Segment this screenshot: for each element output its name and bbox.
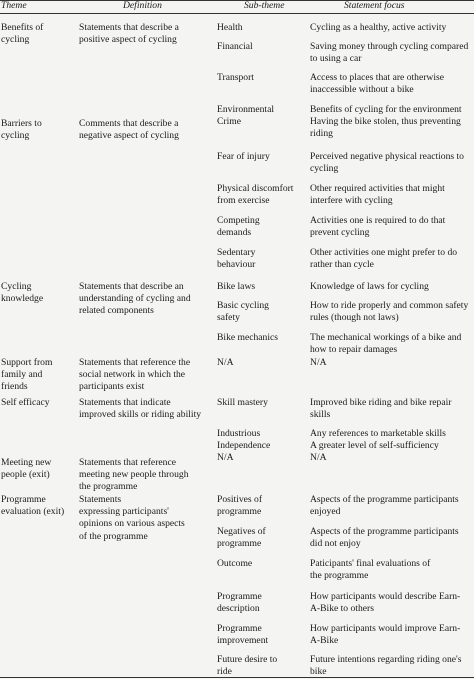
header-definition: Definition (123, 0, 162, 11)
statement-focus-cell: Paticipants' final evaluations of the programme (310, 558, 431, 582)
subtheme-cell: Fear of injury (217, 151, 270, 162)
statement-focus-cell: Improved bike riding and bike repair skills (310, 397, 452, 421)
definition-cell: Statements that reference meeting new people through the programme (79, 457, 189, 493)
theme-cell: Barriers to cycling (1, 118, 42, 142)
definition-cell: Statements that describe a positive aspect of cycling (79, 22, 179, 46)
header-statement-focus: Statement focus (344, 0, 405, 11)
definition-cell: Statements that reference the social network in which the participants exist (79, 357, 191, 393)
header-rule (0, 13, 474, 14)
subtheme-cell: Competing demands (217, 215, 260, 239)
subtheme-cell: Outcome (217, 558, 253, 569)
statement-focus-cell: Future intentions regarding riding one's bike (310, 654, 462, 678)
statement-focus-cell: Saving money through cycling compared to using a car (310, 41, 469, 65)
subtheme-cell: Programme improvement (217, 623, 269, 647)
subtheme-cell: Transport (217, 72, 254, 83)
subtheme-cell: Health (217, 22, 243, 33)
theme-cell: Benefits of cycling (1, 22, 44, 46)
header-theme: Theme (1, 0, 27, 11)
statement-focus-cell: Other required activities that might interfere with cycling (310, 183, 445, 207)
statement-focus-cell: Cycling as a healthy, active activity (310, 22, 447, 33)
subtheme-cell: Financial (217, 41, 253, 52)
theme-cell: Cycling knowledge (1, 281, 44, 305)
statement-focus-cell: Other activities one might prefer to do rather than cycle (310, 247, 458, 271)
subtheme-cell: Bike laws (217, 281, 256, 292)
definition-cell: Statements expressing participants' opinions on various aspects of the programme (79, 494, 185, 542)
theme-cell: Self efficacy (1, 397, 50, 408)
subtheme-cell: Sedentary behaviour (217, 247, 256, 271)
statement-focus-cell: How participants would improve Earn- A-Bike (310, 623, 461, 647)
statement-focus-cell: Activities one is required to do that prevent cycling (310, 215, 446, 239)
subtheme-cell: Future desire to ride (217, 654, 278, 678)
statement-focus-cell: The mechanical workings of a bike and how to repair damages (310, 332, 462, 356)
theme-cell: Support from family and friends (1, 357, 53, 393)
subtheme-cell: Skill mastery (217, 397, 268, 408)
theme-cell: Programme evaluation (exit) (1, 494, 65, 518)
theme-cell: Meeting new people (exit) (1, 457, 52, 481)
statement-focus-cell: Perceived negative physical reactions to cycling (310, 151, 464, 175)
statement-focus-cell: How participants would describe Earn- A-Bike to others (310, 591, 461, 615)
statement-focus-cell: N/A (310, 357, 327, 368)
subtheme-cell: Industrious Independence N/A (217, 428, 271, 464)
definition-cell: Statements that indicate improved skills or riding ability (79, 397, 202, 421)
definition-cell: Statements that describe an understanding of cycling and related components (79, 281, 191, 317)
statement-focus-cell: How to ride properly and common safety rules (though not laws) (310, 300, 469, 324)
subtheme-cell: Physical discomfort from exercise (217, 183, 294, 207)
subtheme-cell: Positives of programme (217, 494, 263, 518)
definition-cell: Comments that describe a negative aspect of cycling (79, 118, 179, 142)
subtheme-cell: Basic cycling safety (217, 300, 269, 324)
statement-focus-cell: Access to places that are otherwise inaccessible without a bike (310, 72, 444, 96)
header-subtheme: Sub-theme (244, 0, 285, 11)
subtheme-cell: Environmental Crime (217, 104, 275, 128)
statement-focus-cell: Aspects of the programme participants did not enjoy (310, 526, 459, 550)
subtheme-cell: Bike mechanics (217, 332, 279, 343)
subtheme-cell: Negatives of programme (217, 526, 266, 550)
subtheme-cell: Programme description (217, 591, 262, 615)
statement-focus-cell: Knowledge of laws for cycling (310, 281, 429, 292)
statement-focus-cell: Benefits of cycling for the environment Having the bike stolen, thus preventing riding (310, 104, 462, 140)
statement-focus-cell: Any references to marketable skills A greater level of self-sufficiency N/A (310, 428, 446, 464)
subtheme-cell: N/A (217, 357, 234, 368)
statement-focus-cell: Aspects of the programme participants enjoyed (310, 494, 459, 518)
bottom-rule (0, 677, 474, 678)
